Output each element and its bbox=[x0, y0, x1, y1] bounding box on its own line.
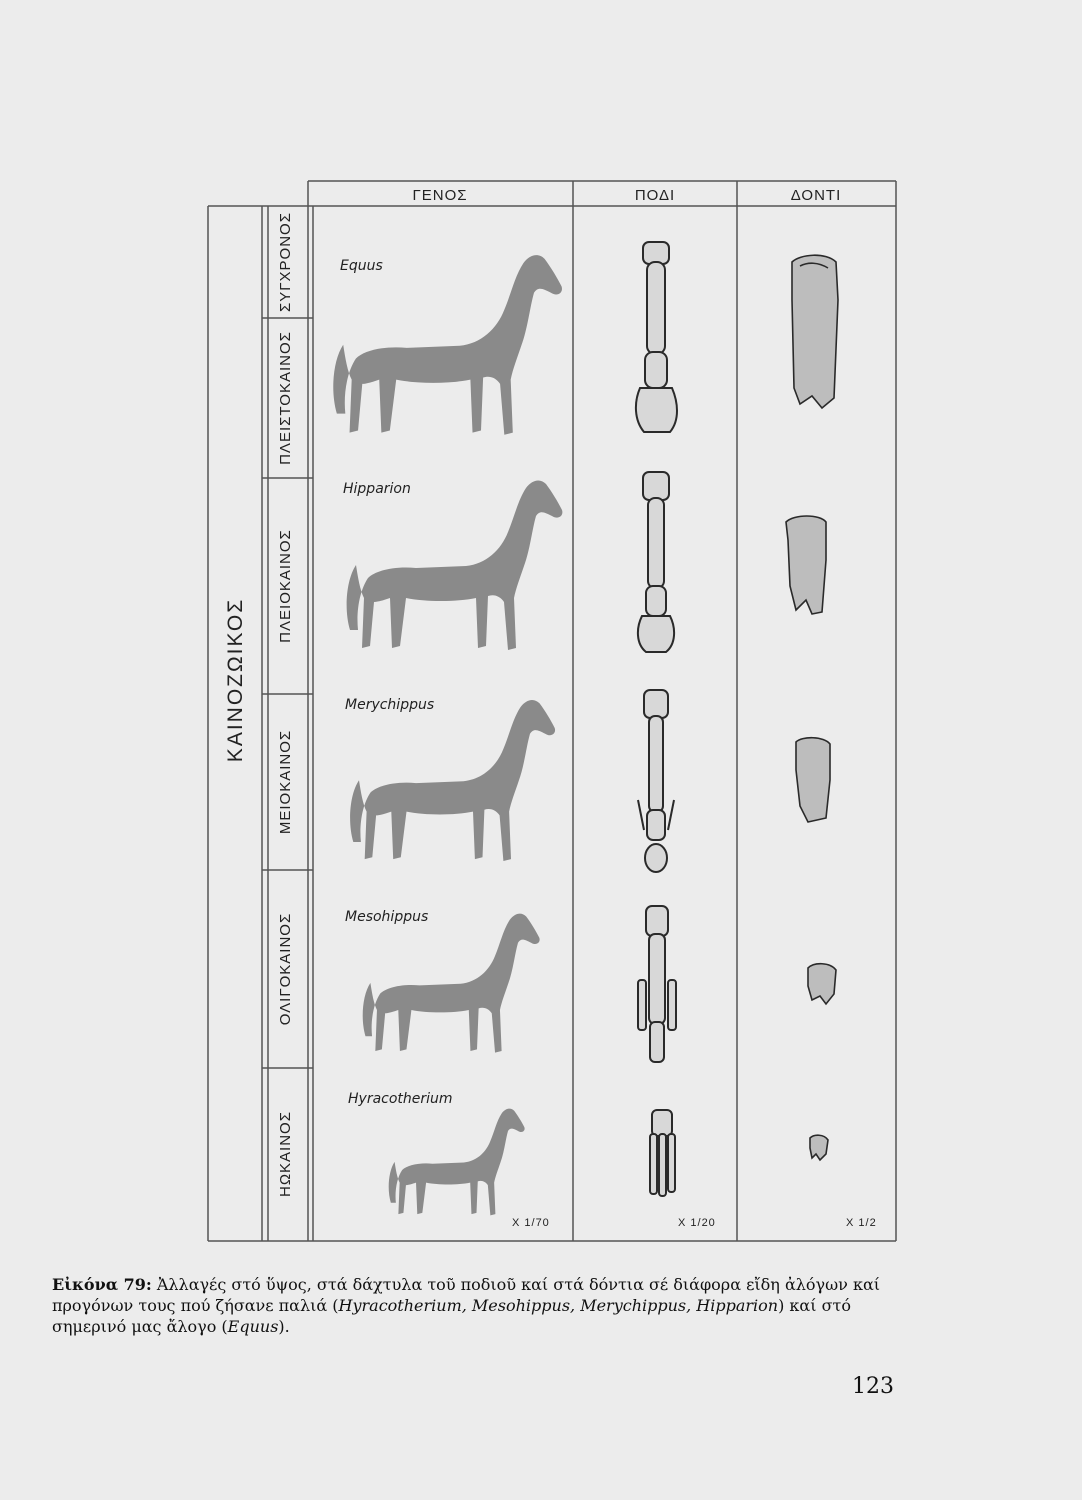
genus-name: Equus bbox=[340, 258, 383, 274]
page-number: 123 bbox=[852, 1374, 894, 1399]
tooth-equus bbox=[792, 255, 838, 408]
tooth-mesohippus bbox=[808, 964, 836, 1004]
figure-caption bbox=[52, 1274, 892, 1337]
genus-name: Mesohippus bbox=[345, 909, 429, 925]
header-tooth: ΔΟΝΤΙ bbox=[790, 187, 842, 204]
caption-modern-genus: Equus bbox=[227, 1317, 279, 1336]
genus-name: Hyracotherium bbox=[348, 1091, 453, 1107]
period-label: ΟΛΙΓΟΚΑΙΝΟΣ bbox=[277, 912, 294, 1026]
caption-text: Ἀλλαγές στό ὕψος, στά δάχτυλα τοῦ ποδιοῦ καί στά δόντια σέ διάφορα εἴδη ἀλόγων καί προγόνων τους πού ζήσανε παλιά ( bbox=[52, 1275, 881, 1315]
foot-bone-equus bbox=[636, 242, 677, 432]
foot-bone-hipparion bbox=[638, 472, 674, 652]
caption-genera: Hyracotherium, Mesohippus, Merychippus, Hipparion bbox=[338, 1296, 779, 1315]
period-label: ΠΛΕΙΟΚΑΙΝΟΣ bbox=[277, 529, 294, 643]
foot-bone-mesohippus bbox=[638, 906, 676, 1062]
horse-illustration-hyracotherium bbox=[389, 1109, 525, 1216]
foot-bone-hyracotherium bbox=[650, 1110, 675, 1196]
header-genus: ΓΕΝΟΣ bbox=[412, 187, 468, 204]
tooth-merychippus bbox=[796, 738, 830, 822]
foot-bone-merychippus bbox=[638, 690, 674, 872]
genus-name: Hipparion bbox=[343, 481, 411, 497]
scale-tooth: X 1/2 bbox=[846, 1217, 877, 1229]
tooth-hipparion bbox=[786, 516, 826, 614]
scale-foot: X 1/20 bbox=[678, 1217, 716, 1229]
period-label: ΠΛΕΙΣΤΟΚΑΙΝΟΣ bbox=[277, 331, 294, 465]
horse-illustration-mesohippus bbox=[363, 914, 540, 1053]
period-label: ΜΕΙΟΚΑΙΝΟΣ bbox=[277, 729, 294, 835]
scale-genus: X 1/70 bbox=[512, 1217, 550, 1229]
horse-illustration-merychippus bbox=[350, 700, 555, 861]
period-label: ΣΥΓΧΡΟΝΟΣ bbox=[277, 212, 294, 312]
era-label: ΚΑΙΝΟΖΩΙΚΟΣ bbox=[224, 597, 247, 763]
caption-label: Εἰκόνα 79: bbox=[52, 1275, 152, 1294]
horse-illustration-hipparion bbox=[347, 481, 563, 650]
caption-text: ) καί στό σημερινό μας ἄλογο ( bbox=[52, 1296, 851, 1336]
period-label: ΗΩΚΑΙΝΟΣ bbox=[277, 1111, 294, 1197]
genus-name: Merychippus bbox=[345, 697, 435, 713]
header-foot: ΠΟΔΙ bbox=[634, 187, 676, 204]
tooth-hyracotherium bbox=[810, 1135, 828, 1160]
caption-text: ). bbox=[278, 1317, 290, 1336]
horse-illustration-equus bbox=[333, 255, 562, 435]
